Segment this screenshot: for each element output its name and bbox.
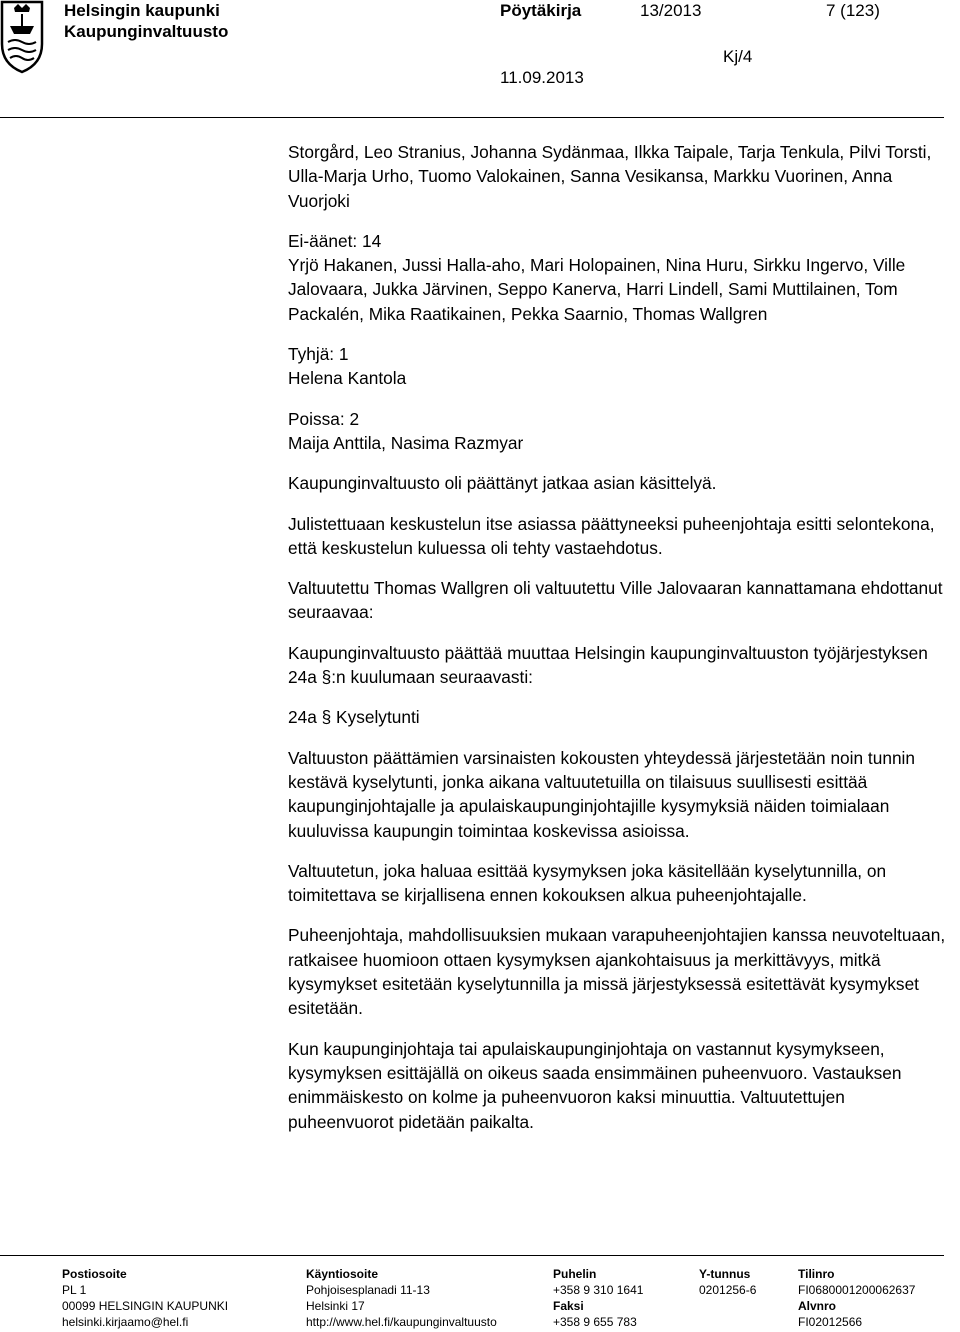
footer-phone-heading: Puhelin bbox=[553, 1267, 597, 1281]
footer-account-number: FI0680001200062637 bbox=[798, 1283, 916, 1297]
footer-business-id-heading: Y-tunnus bbox=[699, 1267, 751, 1281]
footer-fax-heading: Faksi bbox=[553, 1299, 584, 1313]
paragraph-counter-proposal: Valtuutettu Thomas Wallgren oli valtuutettu Ville Jalovaaran kannattamana ehdottanut seuraavaa: bbox=[288, 578, 943, 623]
paragraph-no-votes-count: Ei-äänet: 14 bbox=[288, 230, 382, 251]
footer-visit-street: Pohjoisesplanadi 11-13 bbox=[306, 1283, 430, 1297]
footer-postal-address bbox=[62, 1266, 228, 1330]
paragraph-blank-voter: Helena Kantola bbox=[288, 368, 407, 389]
paragraph-no-voters: Yrjö Hakanen, Jussi Halla-aho, Mari Holopainen, Nina Huru, Sirkku Ingervo, Ville Jalovaara, Jukka Järvinen, Seppo Kanerva, Harri Lindell, Sami Muttilainen, Tom Packalén, Mika Raatikainen, Pekka Saarnio, Thomas Wallgren bbox=[288, 255, 906, 324]
header-divider bbox=[0, 117, 944, 118]
organization-line-2: Kaupunginvaltuusto bbox=[64, 22, 229, 41]
paragraph-written-submission: Valtuutetun, joka haluaa esittää kysymyksen joka käsitellään kyselytunnilla, on toimitettava se kirjallisena ennen kokouksen alkua puheenjohtajalle. bbox=[288, 860, 887, 906]
footer-vat-number: FI02012566 bbox=[798, 1315, 863, 1329]
paragraph-debate-closed: Julistettuaan keskustelun itse asiassa päättyneeksi puheenjohtaja esitti selontekona, että keskustelun kuluessa oli tehty vastaehdotus. bbox=[288, 513, 935, 558]
meeting-number: 13/2013 bbox=[640, 1, 702, 20]
paragraph-chair-decides: Puheenjohtaja, mahdollisuuksien mukaan varapuheenjohtajien kanssa neuvoteltuaan, ratkaisee huomioon ottaen kysymyksen ajankohtaisuus ja merkittävyys, mitkä kysymykset esitetään kyselytunnilla ja missä järjestyksessä esitettävät kysymykset esitetään. bbox=[288, 925, 946, 1019]
paragraph-absent-members: Maija Anttila, Nasima Razmyar bbox=[288, 432, 524, 453]
paragraph-speaking-rights: Kun kaupunginjohtaja tai apulaiskaupunginjohtaja on vastannut kysymykseen, kysymyksen esittäjällä on oikeus saada ensimmäinen puheenvuoro. Vastauksen enimmäiskesto on kolme ja puheenvuoron kaksi minuuttia. Valtuutettujen puheenvuorot pidetään paikalta. bbox=[288, 1038, 902, 1132]
paragraph-continuation: Kaupunginvaltuusto oli päättänyt jatkaa asian käsittelyä. bbox=[288, 473, 717, 494]
footer-account-heading: Tilinro bbox=[798, 1267, 835, 1281]
paragraph-yes-voters: Storgård, Leo Stranius, Johanna Sydänmaa, Ilkka Taipale, Tarja Tenkula, Pilvi Torsti, Ulla-Marja Urho, Tuomo Valokainen, Sanna Vesikansa, Markku Vuorinen, Anna Vuorjoki bbox=[288, 142, 932, 211]
footer-business-id-value: 0201256-6 bbox=[699, 1283, 757, 1297]
paragraph-blank-count: Tyhjä: 1 bbox=[288, 344, 349, 365]
paragraph-question-hour: Valtuuston päättämien varsinaisten kokousten yhteydessä järjestetään noin tunnin kestävä kyselytunti, jonka aikana valtuutetuilla on tilaisuus suullisesti esittää kaupunginjohtajalle ja apulaiskaupunginjohtajille kysymyksiä näiden toimialaan kuuluvissa kaupungin toimintaa koskevissa asioissa. bbox=[288, 747, 916, 841]
document-body bbox=[288, 140, 948, 1150]
paragraph-section-heading: 24a § Kyselytunti bbox=[288, 707, 420, 728]
footer-vat-heading: Alvnro bbox=[798, 1299, 837, 1313]
footer-postal-box: PL 1 bbox=[62, 1283, 87, 1297]
organization-name bbox=[64, 0, 228, 42]
footer-visiting-address bbox=[306, 1266, 497, 1330]
footer-visit-heading: Käyntiosoite bbox=[306, 1267, 379, 1281]
footer-website: http://www.hel.fi/kaupunginvaltuusto bbox=[306, 1315, 497, 1329]
footer-email: helsinki.kirjaamo@hel.fi bbox=[62, 1315, 189, 1329]
paragraph-absent-count: Poissa: 2 bbox=[288, 408, 360, 429]
page-info: 7 (123) bbox=[826, 1, 880, 20]
footer-phone-number: +358 9 310 1641 bbox=[553, 1283, 644, 1297]
meeting-date: 11.09.2013 bbox=[500, 68, 584, 87]
footer-phone bbox=[553, 1266, 643, 1330]
footer-postal-heading: Postiosoite bbox=[62, 1267, 127, 1281]
footer-visit-city: Helsinki 17 bbox=[306, 1299, 365, 1313]
footer-postal-city: 00099 HELSINGIN KAUPUNKI bbox=[62, 1299, 229, 1313]
section-code: Kj/4 bbox=[723, 47, 753, 66]
footer-fax-number: +358 9 655 783 bbox=[553, 1315, 637, 1329]
paragraph-amendment-intro: Kaupunginvaltuusto päättää muuttaa Helsingin kaupunginvaltuuston työjärjestyksen 24a §:n kuulumaan seuraavasti: bbox=[288, 642, 928, 688]
document-type: Pöytäkirja bbox=[500, 1, 582, 20]
organization-line-1: Helsingin kaupunki bbox=[64, 1, 220, 20]
footer-business-id bbox=[699, 1266, 756, 1298]
footer-account bbox=[798, 1266, 915, 1330]
footer-divider bbox=[0, 1255, 944, 1256]
helsinki-coat-of-arms-icon bbox=[0, 0, 44, 74]
